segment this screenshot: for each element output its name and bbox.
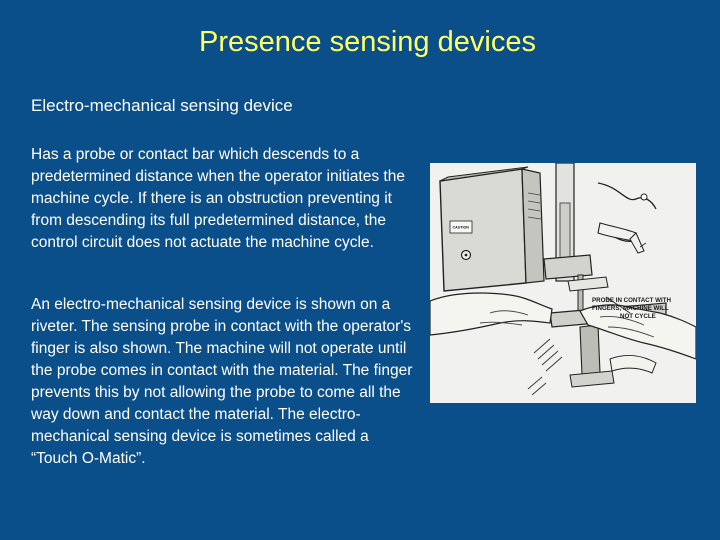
knob-center <box>465 254 468 257</box>
body-paragraph-1: Has a probe or contact bar which descends to a predetermined distance when the operator initiates the machine cycle. If there is an obstruction preventing it from descending its full predetermined distance, the control circuit does not actuate the machine cycle. <box>31 146 405 251</box>
callout-line-2: FINGERS, MACHINE WILL <box>592 305 669 312</box>
ram-slot <box>560 203 570 263</box>
callout-line-3: NOT CYCLE <box>620 313 656 320</box>
ram-bracket <box>544 255 592 279</box>
body-paragraph-2: An electro-mechanical sensing device is shown on a riveter. The sensing probe in contact with the operator's finger is also shown. The machine will not operate until the probe comes in contact with the material. The finger prevents this by not allowing the probe to come all the way down and contact the material. The electro-mechanical sensing device is sometimes called a “Touch O-Matic”. <box>31 296 413 467</box>
cable-clip <box>641 194 647 200</box>
callout-line-1: PROBE IN CONTACT WITH <box>592 297 671 304</box>
anvil-post <box>580 325 600 375</box>
slide-subtitle: Electro-mechanical sensing device <box>31 96 293 115</box>
riveter-illustration <box>430 163 696 403</box>
caution-plate-text: CAUTION <box>452 225 469 230</box>
slide-title: Presence sensing devices <box>199 26 536 58</box>
riveter-drawing <box>430 163 696 403</box>
column-side <box>522 169 544 283</box>
